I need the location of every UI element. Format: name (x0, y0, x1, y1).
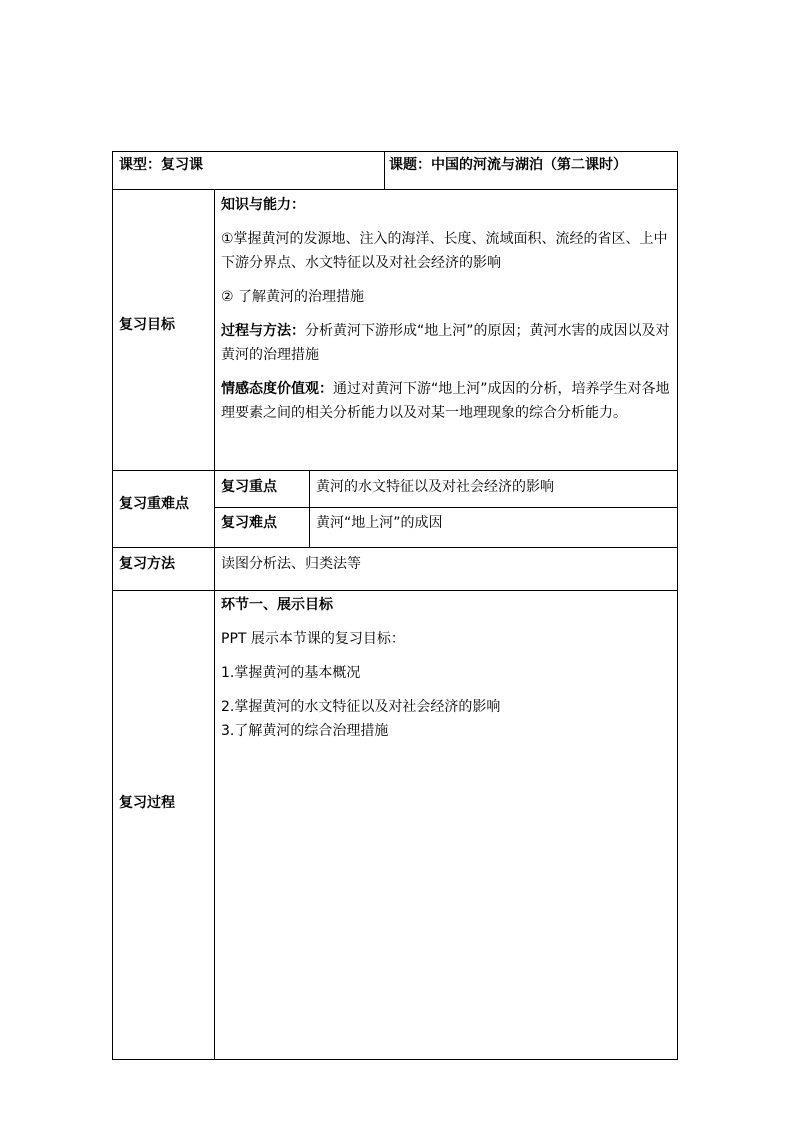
difficulty-label: 复习难点 (221, 515, 277, 531)
emotion-title: 情感态度价值观： (221, 381, 333, 397)
process-item: 1.掌握黄河的基本概况 (221, 665, 361, 681)
focus-label: 复习重难点 (119, 496, 189, 512)
process-item: 2.掌握黄河的水文特征以及对社会经济的影响 (221, 699, 501, 715)
table-row-divider (112, 547, 678, 548)
emotion-text: 通过对黄河下游“地上河”成因的分析，培养学生对各地理要素之间的相关分析能力以及对某一地理现象的综合分析能力。 (221, 381, 670, 421)
table-border-right (677, 151, 678, 1060)
key-text: 黄河的水文特征以及对社会经济的影响 (316, 479, 554, 495)
table-col-divider (214, 189, 215, 1060)
table-row-divider (112, 189, 678, 190)
knowledge-title: 知识与能力： (221, 197, 305, 213)
step-title: 环节一、展示目标 (221, 597, 333, 613)
goals-label: 复习目标 (119, 317, 175, 333)
process-item: 3.了解黄河的综合治理措施 (221, 723, 389, 739)
table-border-left (112, 151, 113, 1060)
process-label: 复习过程 (119, 795, 175, 811)
goals-content (221, 193, 673, 425)
emotion-values (221, 377, 673, 425)
table-row-divider (214, 507, 678, 508)
process-content (221, 593, 673, 743)
step-intro: PPT 展示本节课的复习目标： (221, 631, 405, 647)
difficulty-text: 黄河“地上河”的成因 (316, 515, 443, 531)
lesson-topic: 课题：中国的河流与湖泊（第二课时） (389, 157, 627, 173)
table-col-divider (384, 151, 385, 189)
goal-item: ①掌握黄河的发源地、注入的海洋、长度、流域面积、流经的省区、上中下游分界点、水文特征以及对社会经济的影响 (221, 231, 668, 271)
goal-item: ② 了解黄河的治理措施 (221, 289, 365, 305)
method-text: 读图分析法、归类法等 (221, 556, 361, 572)
lesson-type: 课型：复习课 (119, 157, 203, 173)
process-title: 过程与方法： (221, 323, 305, 339)
key-label: 复习重点 (221, 479, 277, 495)
table-border-bottom (112, 1059, 678, 1060)
process-method (221, 319, 673, 367)
table-row-divider (112, 590, 678, 591)
table-row-divider (112, 470, 678, 471)
table-col-divider (309, 470, 310, 547)
method-label: 复习方法 (119, 556, 175, 572)
process-text: 分析黄河下游形成“地上河”的原因；黄河水害的成因以及对黄河的治理措施 (221, 323, 670, 363)
table-border-top (112, 151, 678, 152)
